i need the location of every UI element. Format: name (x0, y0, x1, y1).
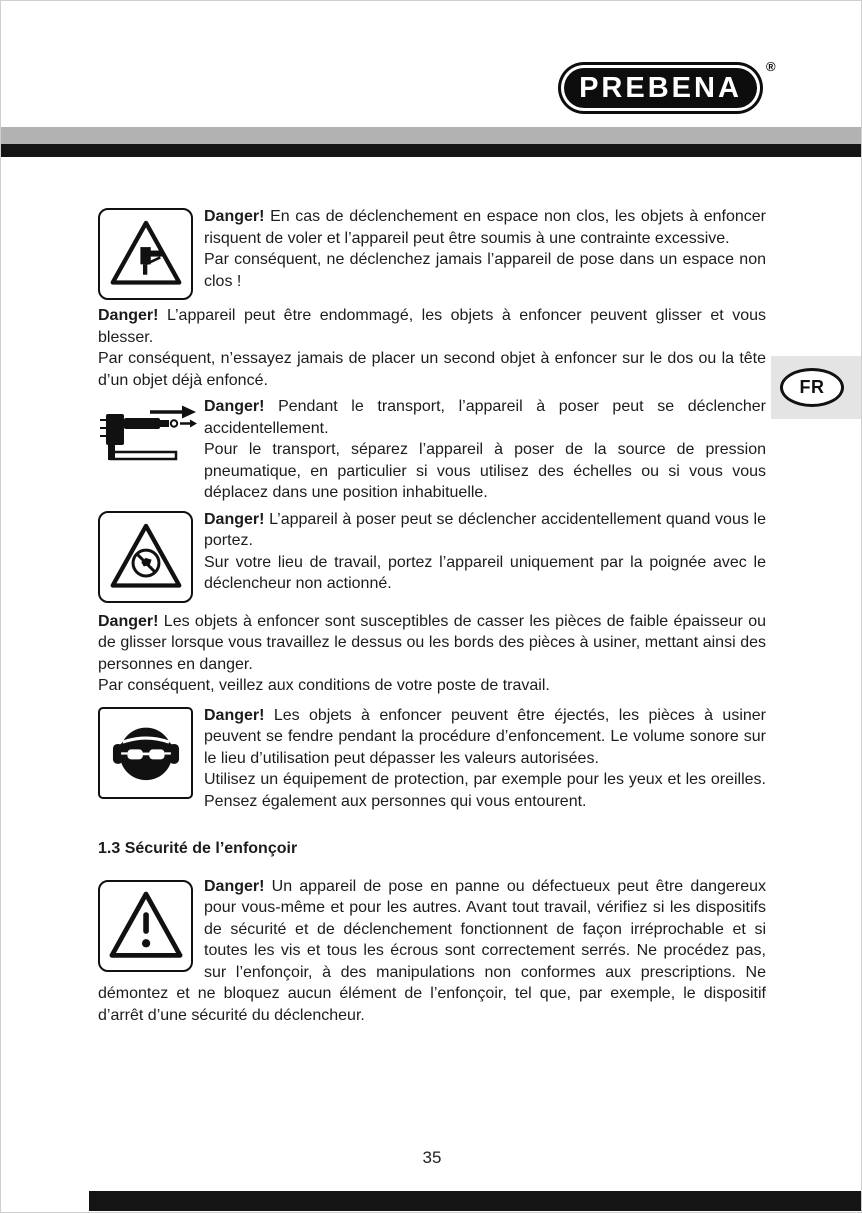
danger-label: Danger! (204, 706, 265, 724)
footer-black-bar (89, 1191, 862, 1211)
registered-trademark: ® (766, 59, 776, 74)
consequence-text: Par conséquent, ne déclenchez jamais l’appareil de pose dans un espace non clos ! (204, 251, 766, 290)
ear-eye-protection-icon (98, 707, 193, 799)
danger-notice-defective-tool (98, 876, 766, 1027)
danger-notice-transport (98, 396, 766, 504)
consequence-paragraph (204, 439, 766, 504)
header-black-bar (1, 144, 862, 157)
brand-name: PREBENA (579, 71, 742, 104)
danger-label: Danger! (204, 877, 265, 895)
language-badge-label: FR (799, 377, 825, 397)
danger-text: Pendant le transport, l’appareil à poser peut se déclencher accidentellement. (204, 398, 766, 437)
danger-paragraph (98, 611, 766, 676)
warning-triangle-no-grab-icon (98, 511, 193, 603)
warning-triangle-exclamation-icon (98, 880, 193, 972)
danger-label: Danger! (204, 510, 265, 528)
consequence-paragraph (98, 675, 766, 697)
consequence-text: Pour le transport, séparez l’appareil à poser de la source de pression pneumatique, en particulier si vous utilisez des échelles ou si vous vous déplacez dans une position inhabituelle. (204, 441, 766, 501)
danger-notice-protection (98, 705, 766, 813)
language-badge (780, 368, 844, 407)
danger-text: Les objets à enfoncer sont susceptibles de casser les pièces de faible épaisseur ou de glisser lorsque vous travaillez le dessus ou les bords des pièces à usiner, mettant ainsi des personnes en danger. (98, 612, 766, 673)
danger-paragraph (98, 876, 766, 1027)
nailer-transport-arrows-icon (98, 400, 198, 478)
consequence-text: Sur votre lieu de travail, portez l’appareil uniquement par la poignée avec le déclencheur non actionné. (204, 553, 766, 592)
consequence-text: Utilisez un équipement de protection, par exemple pour les yeux et les oreilles. Pensez également aux personnes qui vous entourent. (204, 771, 766, 810)
danger-paragraph (204, 509, 766, 552)
consequence-paragraph (204, 769, 766, 812)
header-gray-bar (1, 127, 862, 144)
section-heading: 1.3 Sécurité de l’enfonçoir (98, 840, 298, 857)
consequence-paragraph (204, 552, 766, 595)
page-number: 35 (422, 1148, 442, 1167)
danger-notice-damaged-tool (98, 305, 766, 391)
danger-label: Danger! (98, 612, 159, 630)
danger-paragraph (204, 206, 766, 249)
danger-label: Danger! (98, 307, 159, 324)
consequence-paragraph (98, 348, 766, 391)
danger-paragraph (204, 396, 766, 439)
prebena-logo (561, 65, 760, 111)
danger-label: Danger! (204, 208, 265, 225)
danger-text: Un appareil de pose en panne ou défectueux peut être dangereux pour vous-même et pour les autres. Avant tout travail, vérifiez si les dispositifs de sécurité et de déclenchement fonctionnent de façon irréprochable et si toutes les vis et tous les écrous sont correctement serrés. Ne procédez pas, sur l’enfonçoir, à des manipulations non conformes aux prescriptions. Ne démontez et ne bloquez aucun élément de l’enfonçoir, tel que, par exemple, le dispositif d’arrêt d’une sécurité du déclencheur. (98, 877, 766, 1024)
language-tab (771, 356, 861, 419)
warning-triangle-nailer-icon (98, 208, 193, 300)
danger-paragraph (204, 705, 766, 770)
danger-label: Danger! (204, 398, 265, 415)
consequence-text: Par conséquent, n’essayez jamais de placer un second objet à enfoncer sur le dos ou la tête d’un objet déjà enfoncé. (98, 350, 766, 389)
danger-paragraph (98, 305, 766, 348)
consequence-paragraph (204, 249, 766, 292)
danger-text: En cas de déclenchement en espace non clos, les objets à enfoncer risquent de voler et l’appareil peut être soumis à une contrainte excessive. (204, 208, 766, 247)
consequence-text: Par conséquent, veillez aux conditions de votre poste de travail. (98, 677, 550, 694)
danger-text: L’appareil peut être endommagé, les objets à enfoncer peuvent glisser et vous blesser. (98, 307, 766, 346)
danger-text: Les objets à enfoncer peuvent être éjectés, les pièces à usiner peuvent se fendre pendant la procédure d’enfoncement. Le volume sonore sur le lieu d’utilisation peut dépasser les valeurs autorisées. (204, 706, 766, 767)
page-content (98, 206, 766, 1031)
danger-notice-workpieces (98, 611, 766, 697)
danger-text: L’appareil à poser peut se déclencher accidentellement quand vous le portez. (204, 510, 766, 549)
danger-notice-carrying (98, 509, 766, 603)
danger-notice-open-space (98, 206, 766, 300)
